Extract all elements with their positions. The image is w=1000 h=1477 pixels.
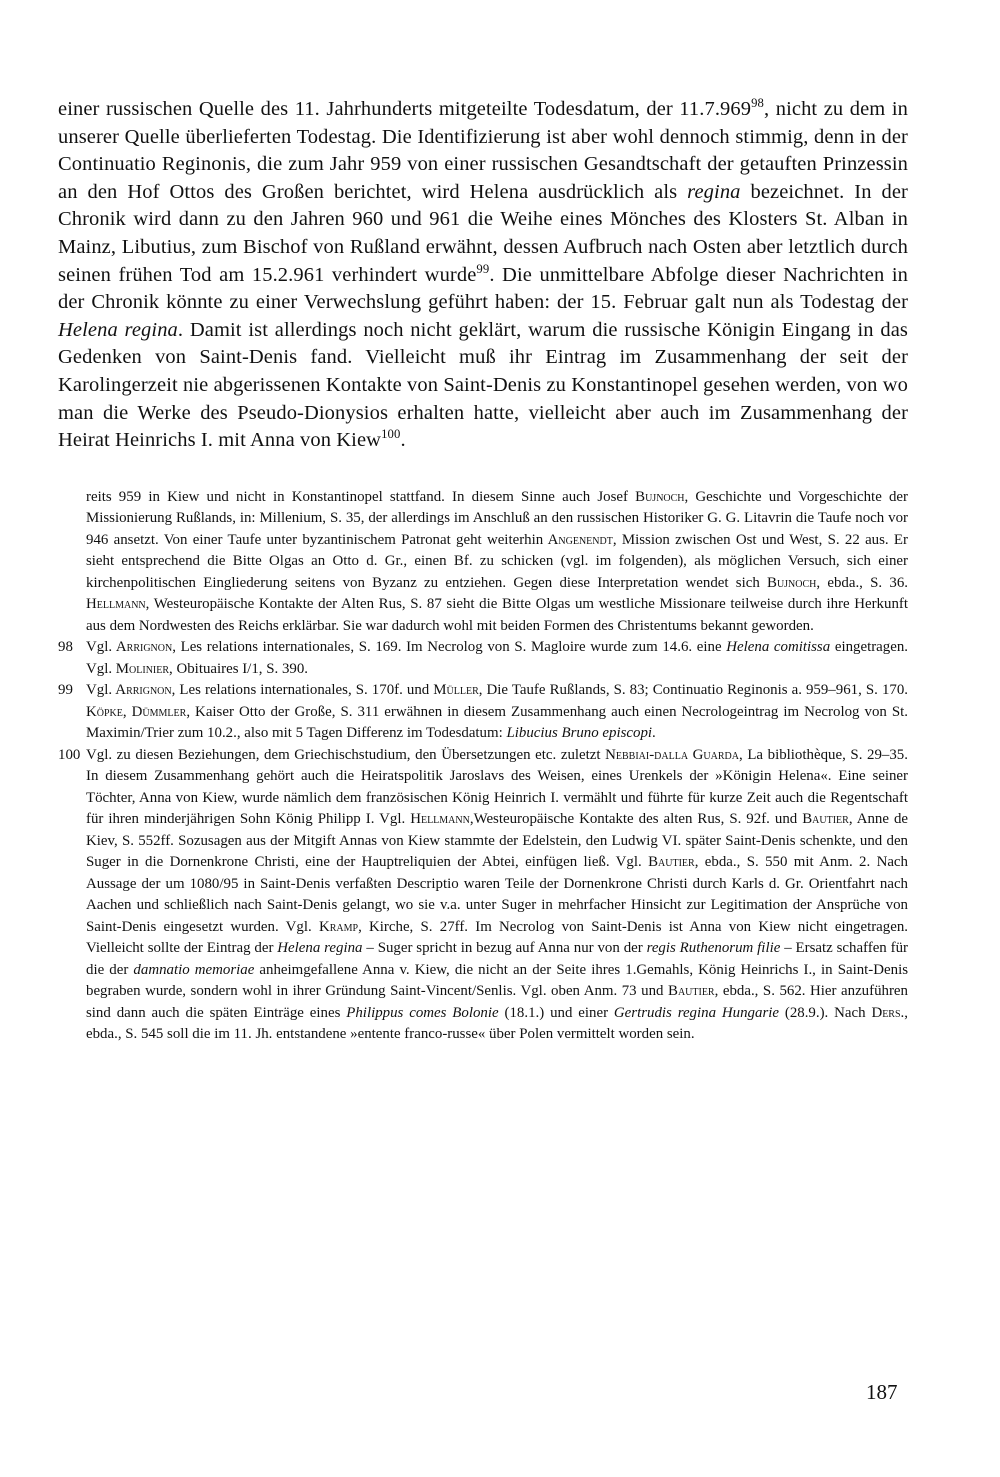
footnote-number: 99	[58, 682, 73, 699]
footnote-99	[58, 680, 908, 745]
main-text	[58, 96, 908, 455]
footnotes	[58, 487, 908, 1046]
footnote-continuation: reits 959 in Kiew und nicht in Konstantinopel stattfand. In diesem Sinne auch Josef Bujnoch, Geschichte und Vorgeschichte der Missionierung Rußlands, in: Millenium, S. 35, der allerdings im Anschluß an den russischen Historiker G. G. Litavrin die Taufe noch vor 946 ansetzt. Von einer Taufe unter byzantinischem Patronat geht weiterhin Angenendt, Mission zwischen Ost und West, S. 22 aus. Er sieht entsprechend die Bitte Olgas an Otto d. Gr., einen Bf. zu schicken (vgl. im folgenden), als möglichen Versuch, sich einer kirchenpolitischen Eingliederung seitens von Byzanz zu entziehen. Gegen diese Interpretation wendet sich Bujnoch, ebda., S. 36. Hellmann, Westeuropäische Kontakte der Alten Rus, S. 87 sieht die Bitte Olgas um westliche Missionare teilweise durch ihre Herkunft aus dem Nordwesten des Reichs erklärbar. Sie war dadurch wohl mit beiden Formen des Christentums bekannt geworden.	[86, 488, 908, 634]
body-paragraph: einer russischen Quelle des 11. Jahrhunderts mitgeteilte Todesdatum, der 11.7.969$^{98}$, nicht zu dem in unserer Quelle überlieferten Todestag. Die Identifizierung ist aber wohl dennoch stimmig, denn in der Continuatio Reginonis, die zum Jahr 959 von einer russischen Gesandtschaft der getauften Prinzessin an den Hof Ottos des Großen berichtet, wird Helena ausdrücklich als regina bezeichnet. In der Chronik wird dann zu den Jahren 960 und 961 die Weihe eines Mönches des Klosters St. Alban in Mainz, Libutius, zum Bischof von Rußland erwähnt, dessen Aufbruch nach Osten aber letztlich durch seinen frühen Tod am 15.2.961 verhindert wurde$^{99}$. Die unmittelbare Abfolge dieser Nachrichten in der Chronik könnte zu einer Verwechslung geführt haben: der 15. Februar galt nun als Todestag der Helena regina. Damit ist allerdings noch nicht geklärt, warum die russische Königin Eingang in das Gedenken von Saint-Denis fand. Vielleicht muß ihr Eintrag im Zusammenhang der seit der Karolingerzeit nie abgerissenen Kontakte von Saint-Denis zu Konstantinopel gesehen werden, von wo man die Werke des Pseudo-Dionysios erhalten hatte, vielleicht aber auch im Zusammenhang der Heirat Heinrichs I. mit Anna von Kiew$^{100}$.	[58, 96, 909, 452]
footnote-98	[58, 637, 908, 680]
footnote-text: Vgl. Arrignon, Les relations internationales, S. 169. Im Necrolog von S. Magloire wurde zum 14.6. eine Helena comitissa eingetragen. Vgl. Molinier, Obituaires I/1, S. 390.	[86, 639, 909, 677]
footnote-number: 98	[58, 639, 73, 656]
footnote-100	[58, 745, 908, 1046]
footnote-text: Vgl. zu diesen Beziehungen, dem Griechischstudium, den Übersetzungen etc. zuletzt Nebbiai-dalla Guarda, La bibliothèque, S. 29–35. In diesem Zusammenhang gehört auch die Heiratspolitik Jaroslavs des Weisen, eines Urenkels der »Königin Helena«. Eine seiner Töchter, Anna von Kiew, wurde nämlich dem französischen König Heinrich I. vermählt und führte für kurze Zeit auch die Regentschaft für ihren minderjährigen Sohn König Philipp I. Vgl. Hellmann,Westeuropäische Kontakte des alten Rus, S. 92f. und Bautier, Anne de Kiev, S. 552ff. Sozusagen aus der Mitgift Annas von Kiew stammte der Edelstein, den Ludwig VI. später Saint-Denis schenkte, und den Suger in die Dornenkrone Christi, eine der Hauptreliquien der Abtei, einfügen ließ. Vgl. Bautier, ebda., S. 550 mit Anm. 2. Nach Aussage der um 1080/95 in Saint-Denis verfaßten Descriptio waren Teile der Dornenkrone Christi durch Karls d. Gr. Orientfahrt nach Aachen und schließlich nach Saint-Denis gelangt, wo sie v.a. unter Suger in mehrfacher Hinsicht zur Legitimation der Ansprüche von Saint-Denis eingesetzt wurden. Vgl. Kramp, Kirche, S. 27ff. Im Necrolog von Saint-Denis ist Anna von Kiew nicht eingetragen. Vielleicht sollte der Eintrag der Helena regina – Suger spricht in bezug auf Anna nur von der regis Ruthenorum filie – Ersatz schaffen für die der damnatio memoriae anheimgefallene Anna v. Kiew, die nicht an der Seite ihres 1.Gemahls, König Heinrichs I., in Saint-Denis begraben wurde, sondern wohl in ihrer Gründung Saint-Vincent/Senlis. Vgl. oben Anm. 73 und Bautier, ebda., S. 562. Hier anzuführen sind dann auch die späten Einträge eines Philippus comes Bolonie (18.1.) und einer Gertrudis regina Hungarie (28.9.). Nach Ders., ebda., S. 545 soll die im 11. Jh. entstandene »entente franco-russe« über Polen vermittelt worden sein.	[86, 746, 909, 1043]
page-number: 187	[866, 1380, 898, 1404]
footnote-number: 100	[58, 746, 81, 763]
footnote-text: Vgl. Arrignon, Les relations internationales, S. 170f. und Müller, Die Taufe Rußlands, S. 83; Continuatio Reginonis a. 959–961, S. 170. Köpke, Dümmler, Kaiser Otto der Große, S. 311 erwähnen in diesem Zusammenhang auch einen Necrologeintrag im Necrolog von St. Maximin/Trier zum 10.2., also mit 5 Tagen Differenz im Todesdatum: Libucius Bruno episcopi.	[86, 682, 909, 742]
page	[58, 96, 908, 1046]
